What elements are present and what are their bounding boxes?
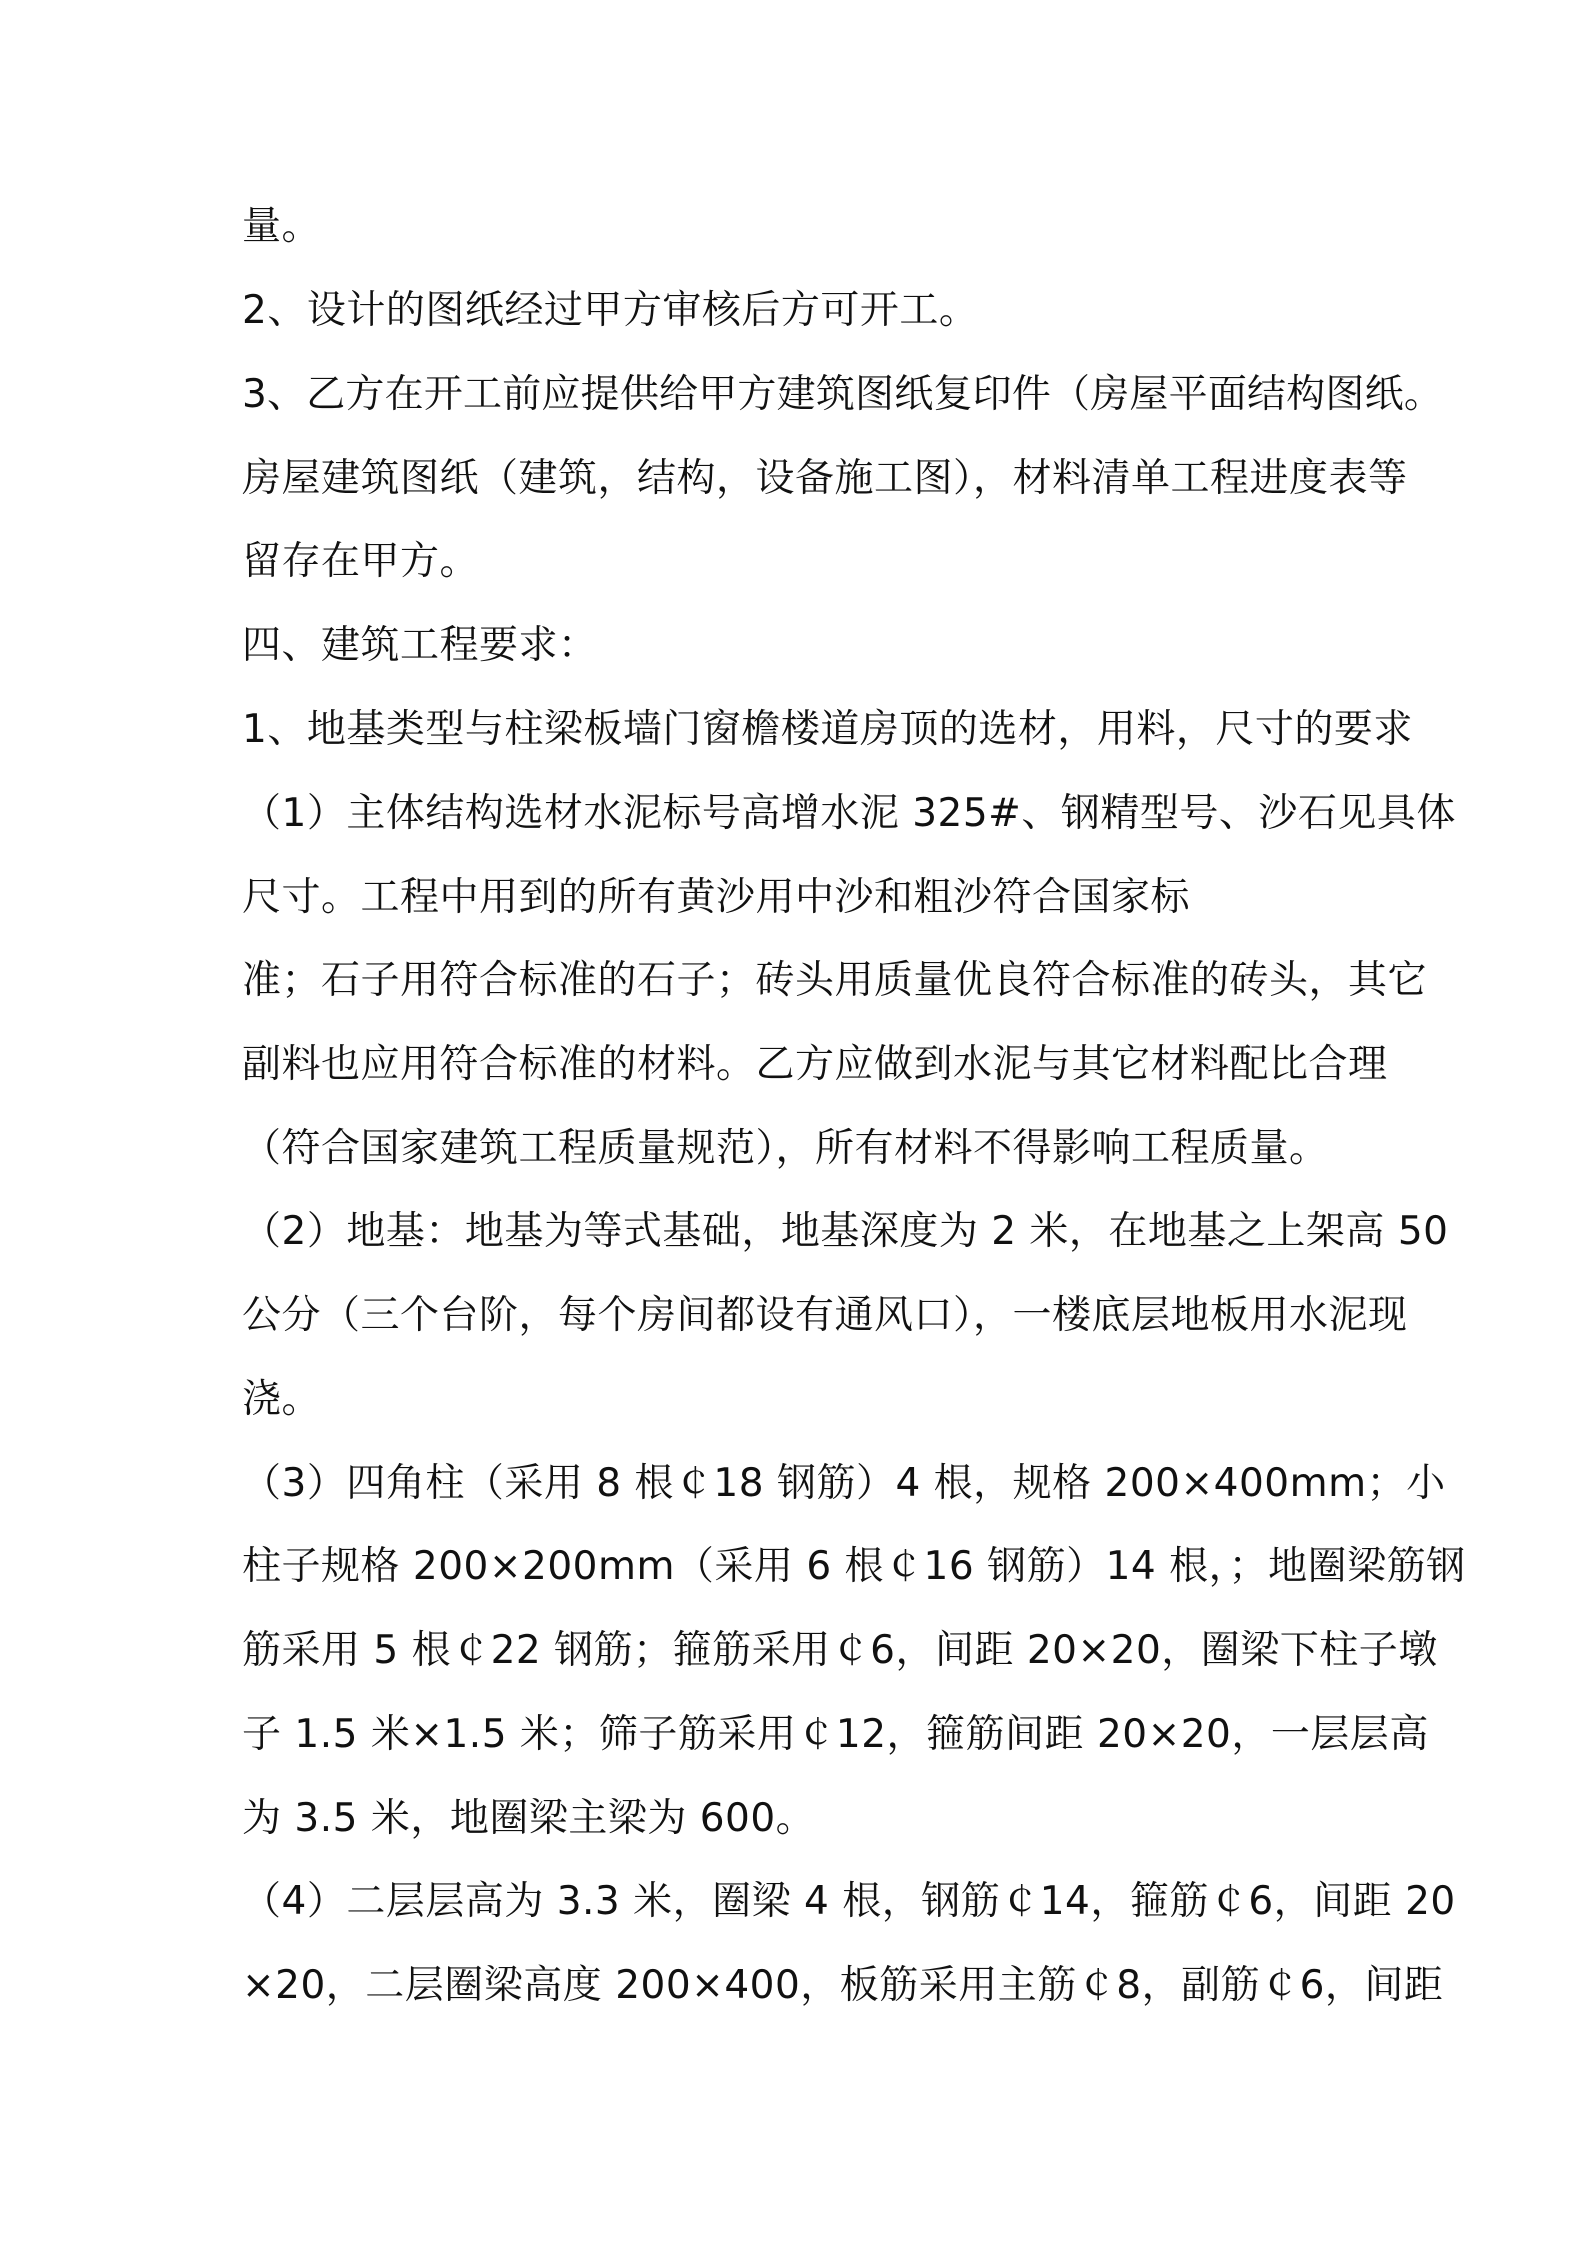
- text-line: ×20，二层圈梁高度 200×400，板筋采用主筋￠8，副筋￠6，间距: [242, 1963, 1444, 2008]
- text-line: 为 3.5 米，地圈梁主梁为 600。: [242, 1796, 816, 1841]
- text-line: 房屋建筑图纸（建筑，结构，设备施工图），材料清单工程进度表等: [242, 456, 1408, 501]
- text-line: 1、地基类型与柱梁板墙门窗檐楼道房顶的选材，用料，尺寸的要求: [242, 707, 1413, 752]
- text-line: （1）主体结构选材水泥标号高增水泥 325#、钢精型号、沙石见具体: [242, 791, 1456, 836]
- text-line: 柱子规格 200×200mm（采用 6 根￠16 钢筋）14 根，；地圈梁筋钢: [242, 1544, 1466, 1589]
- text-line: 尺寸。工程中用到的所有黄沙用中沙和粗沙符合国家标: [242, 875, 1191, 920]
- text-line: 3、乙方在开工前应提供给甲方建筑图纸复印件（房屋平面结构图纸。: [242, 372, 1444, 417]
- text-line: 量。: [242, 204, 322, 249]
- text-line: （2）地基：地基为等式基础，地基深度为 2 米，在地基之上架高 50: [242, 1209, 1449, 1254]
- text-line: （4）二层层高为 3.3 米，圈梁 4 根，钢筋￠14，箍筋￠6，间距 20: [242, 1879, 1456, 1924]
- text-line: 子 1.5 米×1.5 米；筛子筋采用￠12，箍筋间距 20×20，一层层高: [242, 1712, 1429, 1757]
- text-line: 公分（三个台阶，每个房间都设有通风口），一楼底层地板用水泥现: [242, 1293, 1408, 1338]
- text-line: 副料也应用符合标准的材料。乙方应做到水泥与其它材料配比合理: [242, 1042, 1388, 1087]
- text-line: （3）四角柱（采用 8 根￠18 钢筋）4 根，规格 200×400mm；小: [242, 1461, 1446, 1506]
- text-line: 留存在甲方。: [242, 539, 480, 584]
- text-line: （符合国家建筑工程质量规范），所有材料不得影响工程质量。: [242, 1126, 1329, 1171]
- text-line: 浇。: [242, 1377, 322, 1422]
- text-line: 2、设计的图纸经过甲方审核后方可开工。: [242, 288, 979, 333]
- text-line: 筋采用 5 根￠22 钢筋；箍筋采用￠6，间距 20×20，圈梁下柱子墩: [242, 1628, 1438, 1673]
- section-heading: 四、建筑工程要求：: [242, 623, 598, 668]
- text-line: 准；石子用符合标准的石子；砖头用质量优良符合标准的砖头，其它: [242, 958, 1428, 1003]
